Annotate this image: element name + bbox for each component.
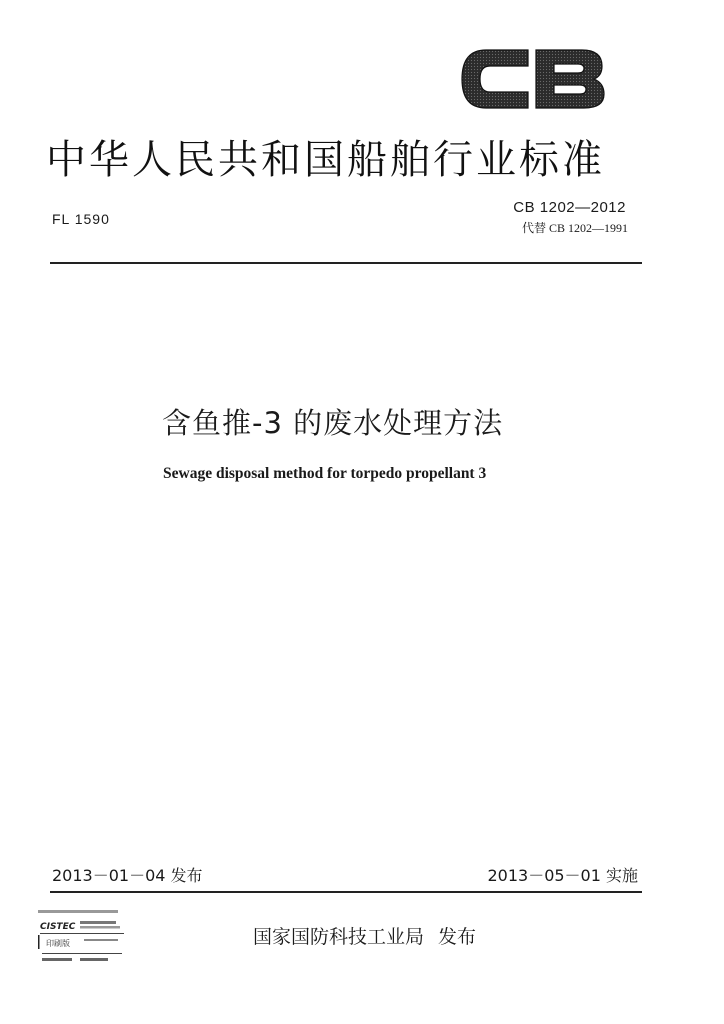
logo-text: CB: [458, 44, 460, 45]
stamp-brand: CISTEC: [40, 922, 76, 932]
issuer-name: 国家国防科技工业局: [253, 926, 425, 948]
cb-logo: [458, 44, 608, 114]
implementation-date: 2013－05－01 实施: [487, 866, 638, 885]
distribution-stamp: [36, 909, 132, 967]
standard-number: CB 1202—2012: [513, 199, 626, 216]
top-divider: [50, 262, 642, 264]
bottom-divider: [50, 891, 642, 893]
replaces-standard: 代替 CB 1202—1991: [521, 221, 628, 235]
standard-title: 中华人民共和国船舶行业标准: [46, 137, 605, 183]
document-title-en: Sewage disposal method for torpedo propellant 3: [163, 465, 487, 482]
classification-code: FL 1590: [52, 211, 110, 227]
document-title-cn: 含鱼推-3 的废水处理方法: [162, 406, 504, 440]
issue-date: 2013－01－04 发布: [52, 866, 203, 885]
stamp-center-text: 印刷版: [46, 939, 70, 948]
issuer-line: [253, 922, 476, 949]
issue-word: 发布: [438, 926, 477, 948]
